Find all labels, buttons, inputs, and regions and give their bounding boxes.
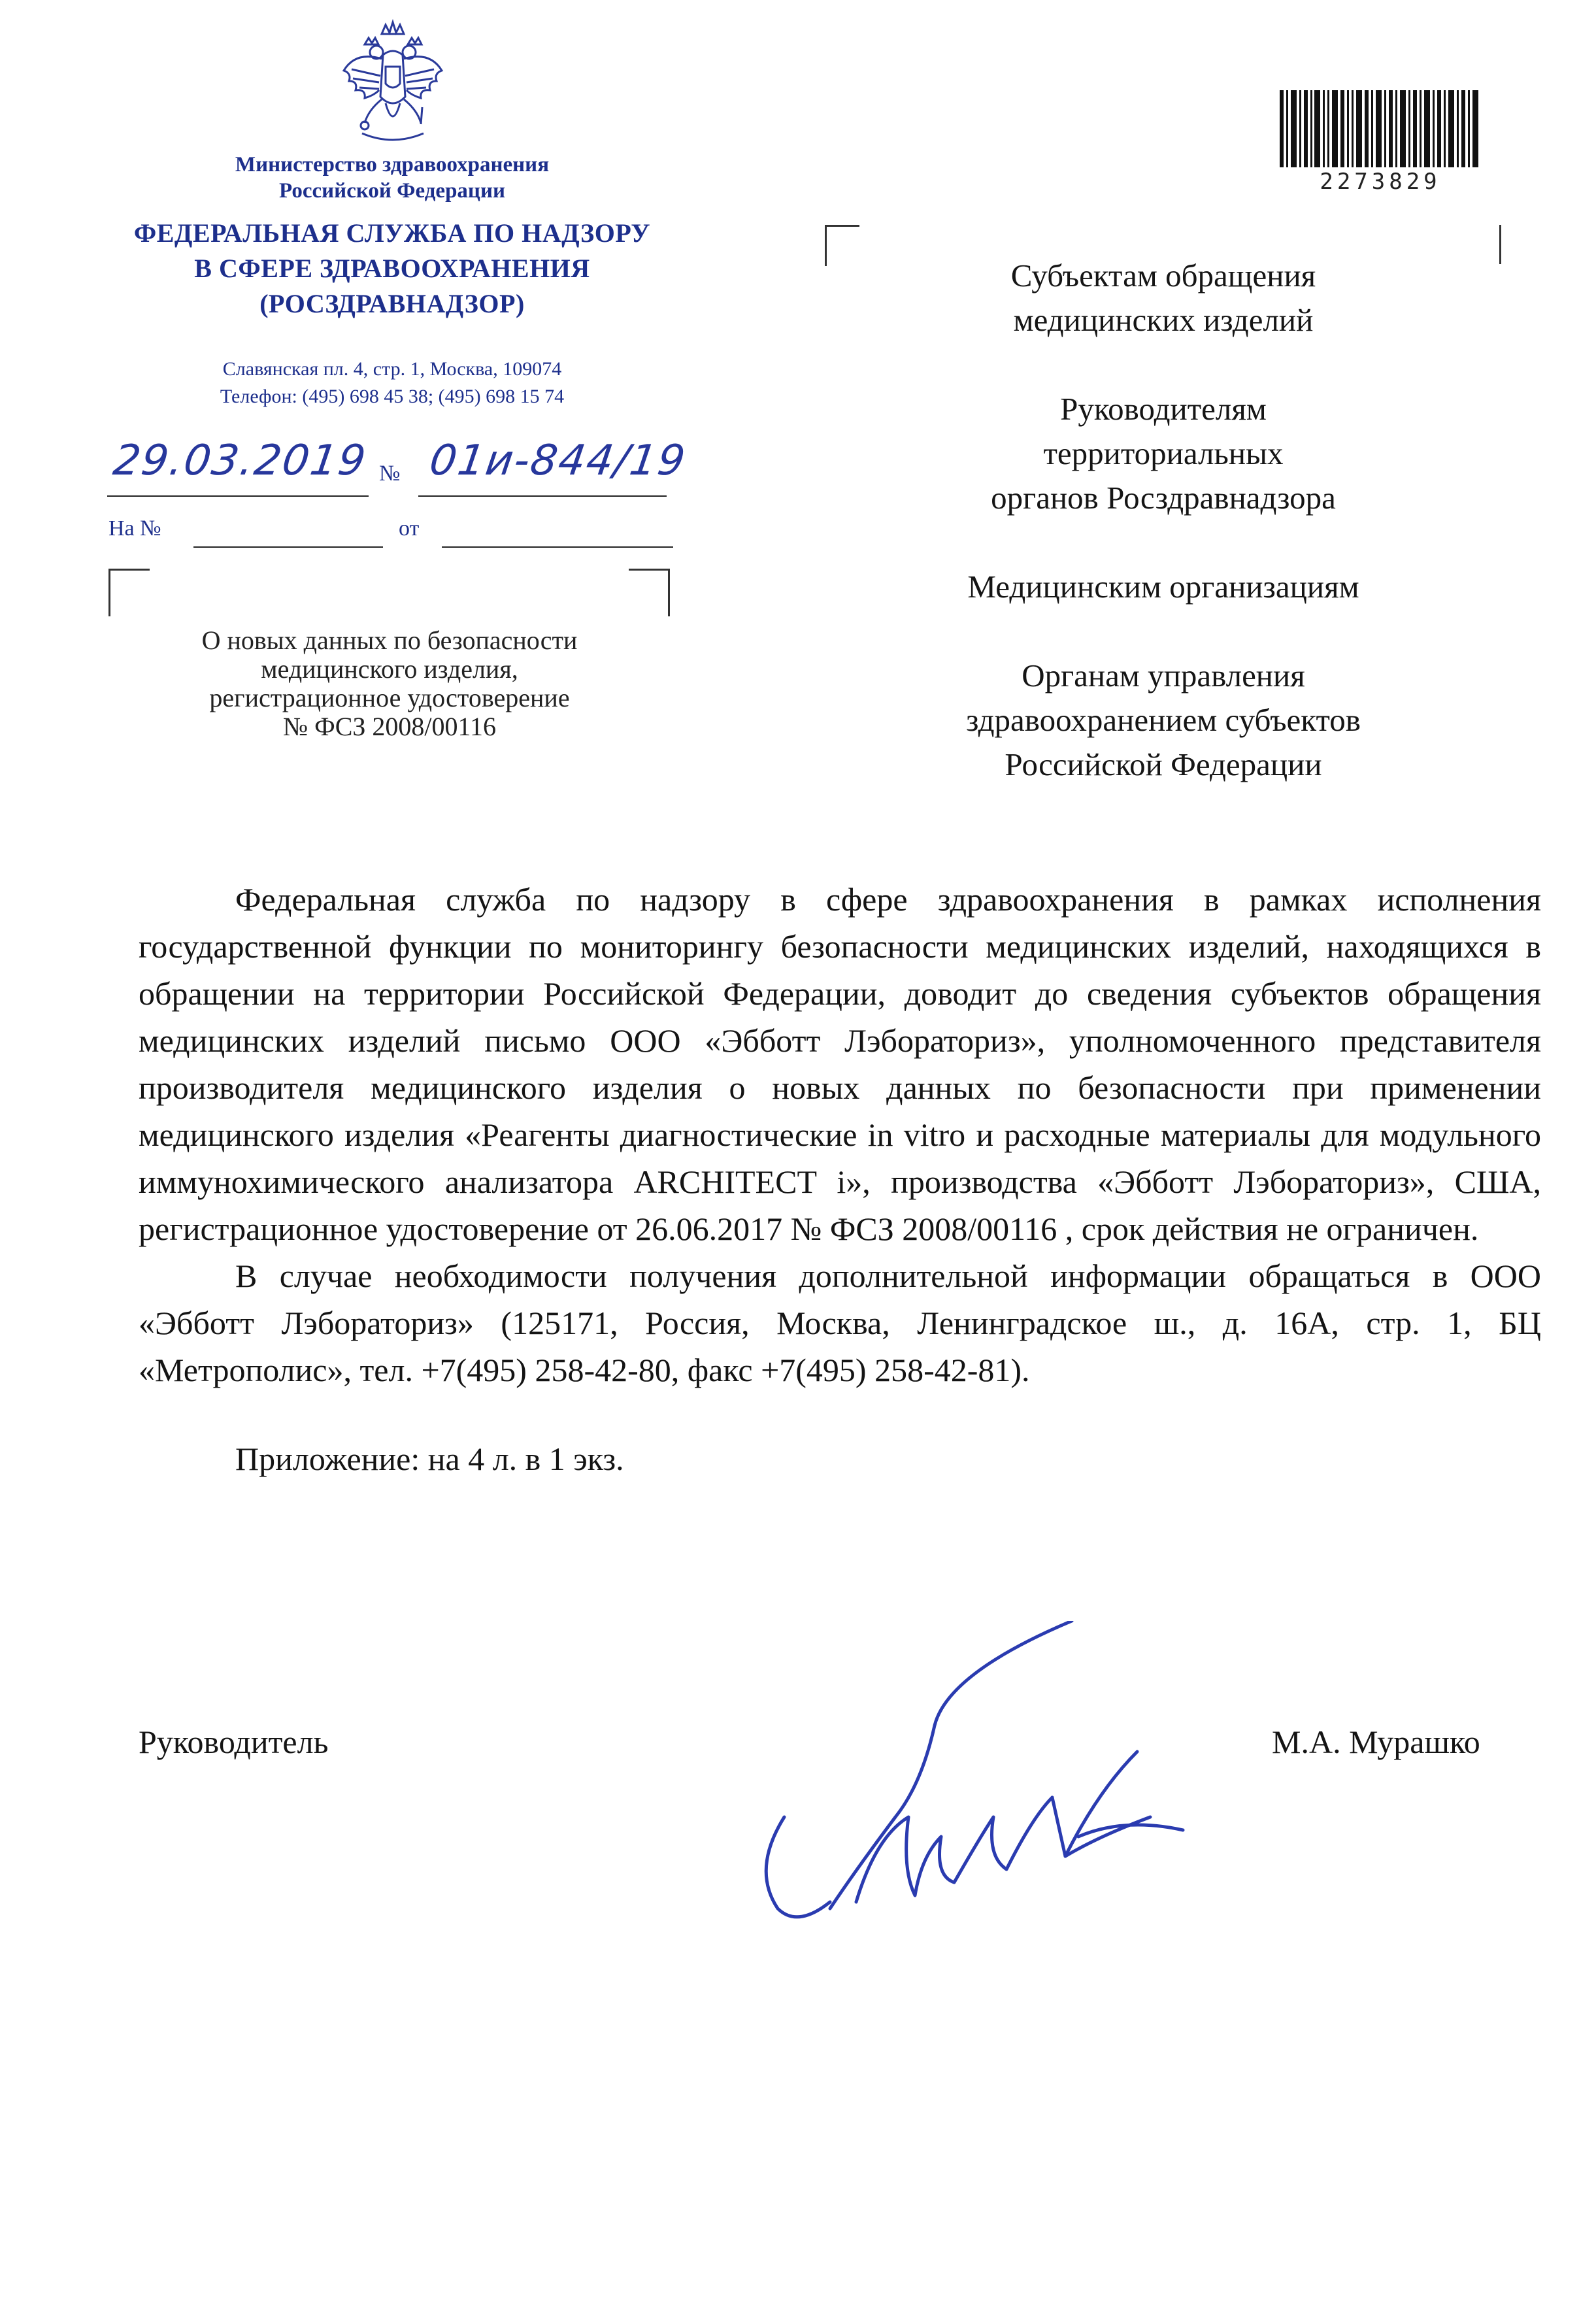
barcode-number: 2273829 — [1320, 169, 1441, 195]
reply-to-label: На № — [108, 516, 161, 541]
russian-coat-of-arms-icon — [336, 18, 450, 146]
body-paragraph-2: В случае необходимости получения дополнительной информации обращаться в ООО «Эбботт Лэбораториз» (125171, Россия, Москва, Ленинградское ш., д. 16А, стр. 1, БЦ «Метрополис», тел. +7(495) 258-42-80, факс +7(495) 258-42-81). — [139, 1258, 1541, 1388]
ministry-name-line2: Российской Федерации — [279, 179, 505, 203]
ministry-name-line1: Министерство здравоохранения — [235, 153, 550, 176]
addressee-4-line1: Органам управления — [1022, 658, 1305, 693]
date-field — [107, 437, 369, 497]
attachment-note: Приложение: на 4 л. в 1 экз. — [235, 1441, 624, 1477]
subject-line1: О новых данных по безопасности — [201, 626, 578, 655]
body-paragraph-1: Федеральная служба по надзору в сфере здравоохранения в рамках исполнения государственной функции по мониторингу безопасности медицинских изделий, находящихся в обращении на территории Российской Федерации, доводит до сведения субъектов обращения медицинских изделий письмо ООО «Эбботт Лэбораториз», уполномоченного представителя производителя медицинского изделия о новых данных по безопасности при применении медицинского изделия «Реагенты диагностические in vitro и расходные материалы для модульного иммунохимического анализатора ARCHITECT i», производства «Эбботт Лэбораториз», США, регистрационное удостоверение от 26.06.2017 № ФСЗ 2008/00116 , срок действия не ограничен. — [139, 881, 1541, 1247]
letterhead-address: Славянская пл. 4, стр. 1, Москва, 109074 — [222, 358, 562, 380]
letterhead-phone: Телефон: (495) 698 45 38; (495) 698 15 74 — [220, 386, 565, 407]
addressee-4-line3: Российской Федерации — [1005, 746, 1322, 782]
corner-mark-left — [108, 569, 150, 616]
corner-mark-addressee — [825, 225, 859, 266]
addressee-2-line1: Руководителям — [1060, 391, 1267, 427]
reply-from-field — [442, 523, 673, 548]
addressee-2-line2: территориальных — [1043, 435, 1284, 471]
subject-line4: № ФСЗ 2008/00116 — [282, 712, 497, 741]
handwritten-date: 29.03.2019 — [110, 437, 370, 485]
handwritten-number: 01и-844/19 — [426, 437, 690, 485]
reply-from-label: от — [399, 516, 420, 541]
corner-mark-right — [629, 569, 670, 616]
subject-line2: медицинского изделия, — [261, 654, 518, 684]
service-name-line1: ФЕДЕРАЛЬНАЯ СЛУЖБА ПО НАДЗОРУ — [133, 218, 651, 248]
service-name-line3: (РОСЗДРАВНАДЗОР) — [259, 289, 525, 318]
addressee-1-line2: медицинских изделий — [1013, 302, 1314, 338]
signatory-name: М.А. Мурашко — [1272, 1724, 1480, 1760]
reply-to-field — [193, 523, 383, 548]
number-field — [418, 437, 690, 497]
addressee-2-line3: органов Росздравнадзора — [991, 480, 1336, 516]
addressee-1-line1: Субъектам обращения — [1010, 258, 1316, 293]
number-label: № — [379, 461, 401, 486]
letter-body — [139, 876, 1541, 1482]
handwritten-signature-icon — [758, 1621, 1189, 1935]
addressee-3-line1: Медицинским организациям — [967, 569, 1359, 605]
barcode-icon — [1280, 90, 1481, 167]
service-name-line2: В СФЕРЕ ЗДРАВООХРАНЕНИЯ — [194, 254, 590, 283]
signatory-position: Руководитель — [139, 1724, 329, 1760]
corner-mark-addressee-right — [1499, 225, 1501, 264]
subject-line3: регистрационное удостоверение — [209, 683, 570, 712]
addressee-4-line2: здравоохранением субъектов — [966, 702, 1361, 738]
